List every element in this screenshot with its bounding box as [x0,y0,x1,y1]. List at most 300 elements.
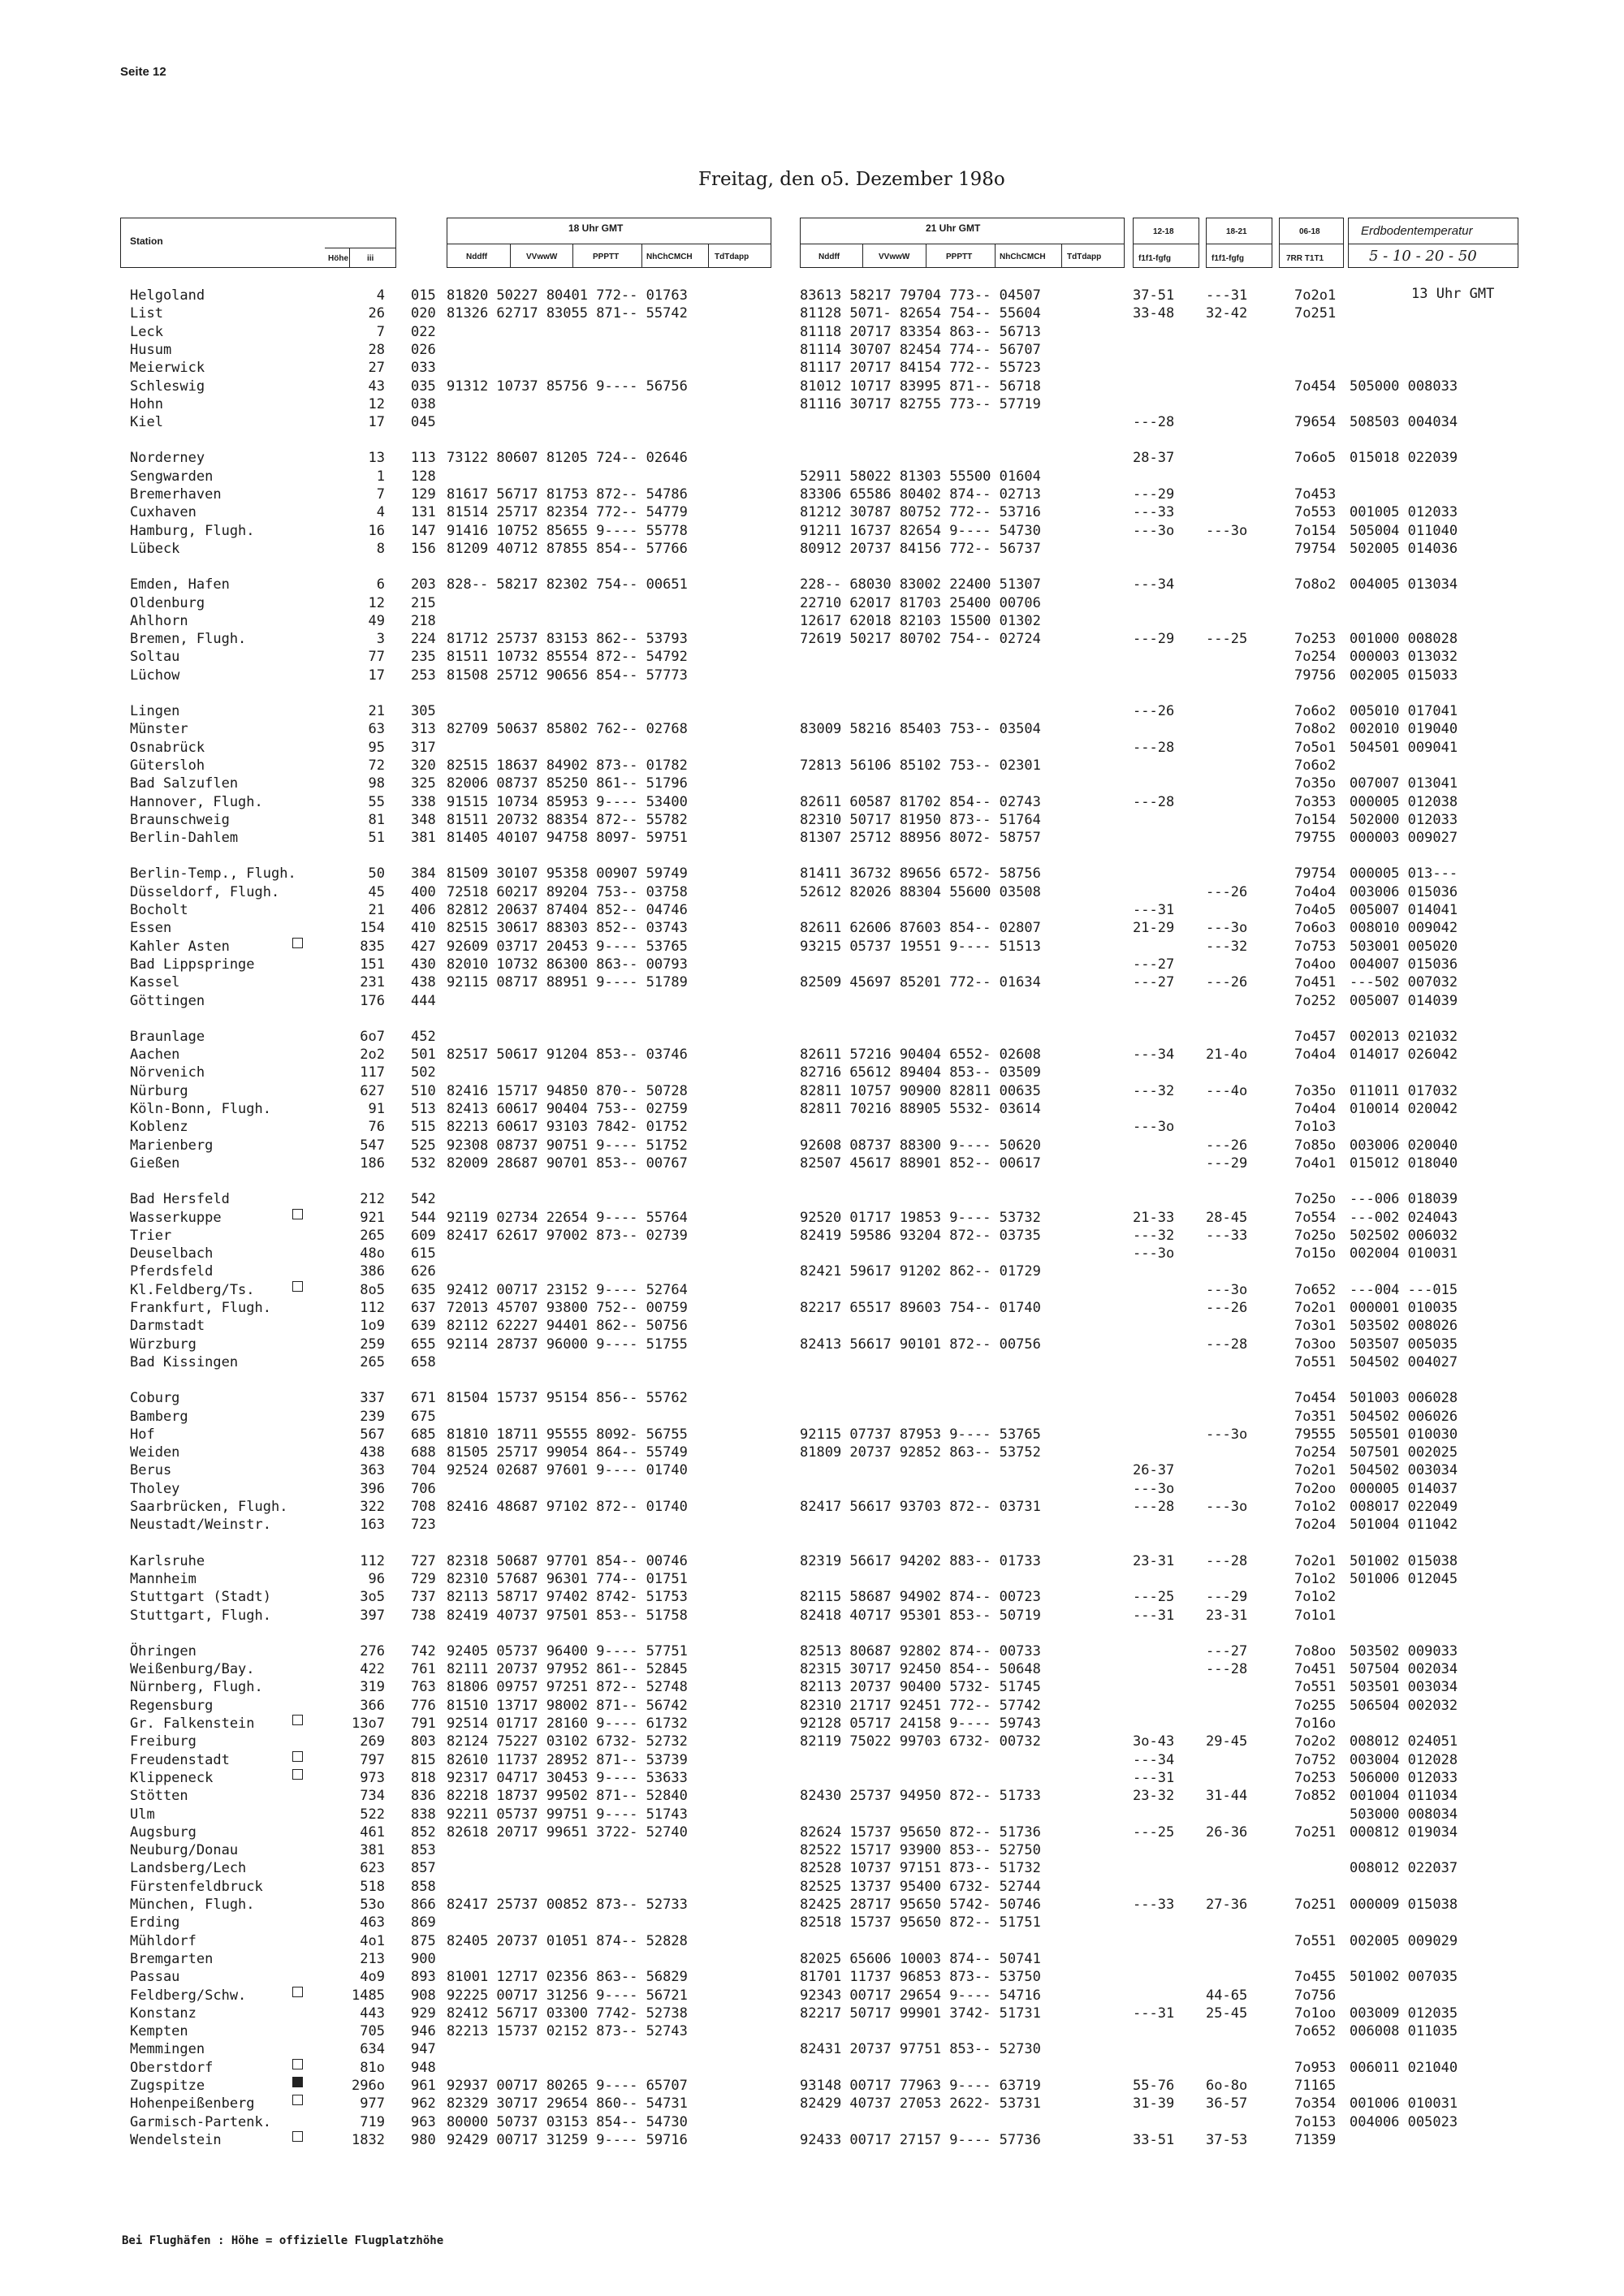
cell-r21: 82113 20737 90400 5732- 51745 [800,1679,1041,1696]
cell-n: Hohn [130,395,163,412]
cell-e: 504501 009041 [1350,739,1458,756]
cell-a: 1o9 [360,1318,385,1335]
cell-e: 502005 014036 [1350,540,1458,557]
cell-a: 623 [360,1860,385,1877]
cell-n: Bad Salzuflen [130,775,239,792]
cell-r6: 7o2oo [1294,1480,1337,1497]
cell-n: Wasserkuppe [130,1209,222,1226]
table-row [0,2040,1624,2058]
table-row [0,1678,1624,1696]
table-row [0,793,1624,811]
cell-a: 719 [360,2113,385,2130]
square-icon [292,1715,303,1725]
cell-a: 977 [360,2095,385,2113]
cell-r6: 7o6o3 [1294,920,1337,937]
cell-p12: 26-37 [1133,1462,1175,1479]
cell-r18: 82010 10732 86300 863-- 00793 [447,956,688,973]
cell-r21: 82528 10737 97151 873-- 51732 [800,1860,1041,1877]
cell-a: 463 [360,1914,385,1931]
cell-e: 000009 015038 [1350,1897,1458,1913]
iii-header: iii [367,254,374,263]
cell-p18: 6o-8o [1206,2078,1248,2094]
cell-r6: 7o1o3 [1294,1119,1337,1136]
cell-a: 151 [360,956,385,973]
cell-a: 12 [368,594,385,611]
cell-a: 8 [376,540,385,557]
cell-i: 708 [411,1499,436,1515]
cell-r21: 83306 65586 80402 874-- 02713 [800,486,1041,503]
header-divider [862,244,863,268]
cell-e: 502502 006032 [1350,1227,1458,1244]
cell-n: Kempten [130,2023,188,2040]
cell-i: 639 [411,1318,436,1335]
cell-a: 163 [360,1517,385,1534]
cell-r21: 82624 15737 95650 872-- 51736 [800,1823,1041,1841]
cell-r21: 82425 28717 95650 5742- 50746 [800,1897,1041,1913]
p12-18-title: 12-18 [1153,227,1174,236]
cell-a: 259 [360,1336,385,1353]
cell-e: 002005 015033 [1350,667,1458,684]
cell-a: 634 [360,2041,385,2058]
report-date: Freitag, den o5. Dezember 198o [698,169,1005,190]
cell-p12: ---32 [1133,1227,1175,1244]
cell-r6: 7o6o2 [1294,703,1337,719]
cell-r6: 7o35o [1294,775,1337,792]
p18-21-sub: f1f1-fgfg [1212,254,1244,263]
cell-r18: 82610 11737 28952 871-- 53739 [447,1751,688,1768]
cell-r21: 83613 58217 79704 773-- 04507 [800,287,1041,304]
cell-r18: 81810 18711 95555 8092- 56755 [447,1426,688,1443]
cell-n: List [130,305,163,322]
cell-i: 305 [411,703,436,719]
cell-r18: 82515 18637 84902 873-- 01782 [447,757,688,774]
table-row [0,1751,1624,1769]
cell-p12: ---27 [1133,956,1175,973]
cell-e: 000812 019034 [1350,1823,1458,1841]
cell-r6: 7o652 [1294,2023,1337,2040]
cell-p12: ---25 [1133,1589,1175,1606]
cell-i: 384 [411,865,436,883]
table-row [0,992,1624,1010]
cell-r21: 82611 57216 90404 6552- 02608 [800,1047,1041,1064]
cell-n: Freudenstadt [130,1751,230,1768]
cell-p18: ---3o [1206,920,1248,937]
cell-r6: 7o351 [1294,1408,1337,1425]
table-row [0,667,1624,684]
cell-e: 000003 013032 [1350,649,1458,666]
cell-n: Bamberg [130,1408,188,1425]
cell-i: 723 [411,1517,436,1534]
cell-r21: 82513 80687 92802 874-- 00733 [800,1642,1041,1659]
cell-n: Feldberg/Schw. [130,1987,247,2004]
cell-p18: ---26 [1206,1137,1248,1154]
cell-i: 348 [411,811,436,828]
cell-a: 45 [368,883,385,900]
nddff21-header: Nddff [818,252,840,261]
cell-i: 857 [411,1860,436,1877]
cell-i: 858 [411,1878,436,1895]
cell-e: 000003 009027 [1350,830,1458,847]
cell-r6: 7o756 [1294,1987,1337,2004]
cell-r6: 7o254 [1294,1444,1337,1461]
cell-n: Coburg [130,1390,180,1407]
cell-r6: 7o255 [1294,1697,1337,1714]
cell-i: 946 [411,2023,436,2040]
cell-i: 156 [411,540,436,557]
cell-r6: 7o551 [1294,1932,1337,1949]
vwwww-header: VVwwW [526,252,558,261]
cell-r21: 93215 05737 19551 9---- 51513 [800,938,1041,955]
cell-n: Hamburg, Flugh. [130,522,255,539]
cell-r6: 7o3o1 [1294,1318,1337,1335]
table-row [0,1516,1624,1534]
cell-n: Garmisch-Partenk. [130,2113,271,2130]
cell-i: 893 [411,1969,436,1986]
table-row [0,1389,1624,1407]
cell-p18: 23-31 [1206,1607,1248,1624]
cell-p18: 28-45 [1206,1209,1248,1226]
cell-p18: ---33 [1206,1227,1248,1244]
cell-p18: 25-45 [1206,2005,1248,2022]
table-row [0,359,1624,377]
cell-r18: 81508 25712 90656 854-- 57773 [447,667,688,684]
cell-i: 852 [411,1823,436,1841]
cell-e: 506000 012033 [1350,1769,1458,1786]
table-row [0,1859,1624,1877]
cell-p12: 28-37 [1133,450,1175,467]
cell-i: 738 [411,1607,436,1624]
cell-i: 761 [411,1661,436,1678]
table-row [0,1408,1624,1426]
hoehe-header: Höhe [328,254,348,263]
cell-p12: ---27 [1133,974,1175,991]
depths-label: 5 - 10 - 20 - 50 [1369,248,1477,265]
cell-r21: 82507 45617 88901 852-- 00617 [800,1154,1041,1172]
cell-p12: 33-48 [1133,305,1175,322]
cell-i: 962 [411,2095,436,2113]
cell-n: Kiel [130,414,163,431]
cell-n: Deuselbach [130,1245,214,1262]
cell-r6: 7o1oo [1294,2005,1337,2022]
table-row [0,1787,1624,1805]
cell-i: 452 [411,1028,436,1045]
cell-p18: ---26 [1206,974,1248,991]
cell-i: 869 [411,1914,436,1931]
square-icon [292,2131,303,2142]
cell-r21: 82811 70216 88905 5532- 03614 [800,1101,1041,1117]
cell-r18: 81509 30107 95358 00907 59749 [447,865,688,883]
cell-p18: 37-53 [1206,2131,1248,2148]
cell-i: 381 [411,830,436,847]
cell-i: 038 [411,395,436,412]
cell-n: Nürburg [130,1082,188,1099]
cell-r21: 82025 65606 10003 874-- 50741 [800,1950,1041,1967]
cell-i: 525 [411,1137,436,1154]
station-header-label: Station [130,235,163,247]
cell-r6: 7o453 [1294,486,1337,503]
cell-n: Essen [130,920,172,937]
cell-r18: 92114 28737 96000 9---- 51755 [447,1336,688,1353]
cell-r21: 80912 20737 84156 772-- 56737 [800,540,1041,557]
cell-p12: ---34 [1133,1751,1175,1768]
cell-i: 704 [411,1462,436,1479]
cell-i: 020 [411,305,436,322]
cell-r18: 82111 20737 97952 861-- 52845 [447,1661,688,1678]
cell-r21: 82419 59586 93204 872-- 03735 [800,1227,1041,1244]
cell-r21: 82217 65517 89603 754-- 01740 [800,1300,1041,1316]
cell-r18: 82812 20637 87404 852-- 04746 [447,902,688,918]
cell-r6: 7o154 [1294,522,1337,539]
cell-a: 567 [360,1426,385,1443]
table-row [0,1896,1624,1914]
cell-i: 908 [411,1987,436,2004]
cell-p12: 55-76 [1133,2078,1175,2094]
table-row [0,1209,1624,1227]
table-row [0,1715,1624,1733]
cell-r6: 7o455 [1294,1969,1337,1986]
cell-r18: 80000 50737 03153 854-- 54730 [447,2113,688,2130]
square-icon [292,1281,303,1292]
cell-a: 96 [368,1570,385,1587]
cell-r6: 7o8oo [1294,1642,1337,1659]
cell-r21: 81118 20717 83354 863-- 56713 [800,323,1041,340]
cell-p18: ---28 [1206,1552,1248,1569]
cell-p18: ---26 [1206,883,1248,900]
cell-r21: 82418 40717 95301 853-- 50719 [800,1607,1041,1624]
cell-n: Gr. Falkenstein [130,1716,255,1732]
cell-i: 427 [411,938,436,955]
cell-r6: 79754 [1294,865,1337,883]
cell-i: 776 [411,1697,436,1714]
cell-r18: 82405 20737 01051 874-- 52828 [447,1932,688,1949]
cell-i: 218 [411,612,436,629]
cell-r21: 81116 30717 82755 773-- 57719 [800,395,1041,412]
cell-p12: ---26 [1133,703,1175,719]
cell-n: Bad Lippspringe [130,956,255,973]
cell-r21: 81809 20737 92852 863-- 53752 [800,1444,1041,1461]
cell-i: 948 [411,2059,436,2076]
table-row [0,1046,1624,1064]
cell-a: 265 [360,1227,385,1244]
cell-n: Stuttgart, Flugh. [130,1607,271,1624]
cell-r6: 7o1o2 [1294,1499,1337,1515]
cell-a: 81 [368,811,385,828]
cell-a: 319 [360,1679,385,1696]
cell-e: 007007 013041 [1350,775,1458,792]
cell-e: 501004 011042 [1350,1517,1458,1534]
cell-i: 626 [411,1263,436,1280]
cell-i: 045 [411,414,436,431]
cell-r21: 82115 58687 94902 874-- 00723 [800,1589,1041,1606]
cell-i: 737 [411,1589,436,1606]
cell-n: Freiburg [130,1733,197,1750]
table-row [0,1660,1624,1678]
cell-a: 396 [360,1480,385,1497]
cell-i: 400 [411,883,436,900]
cell-e: 006011 021040 [1350,2059,1458,2076]
table-row [0,1733,1624,1750]
cell-r18: 82009 28687 90701 853-- 00767 [447,1154,688,1172]
cell-e: 000005 012038 [1350,793,1458,810]
cell-n: Saarbrücken, Flugh. [130,1499,288,1515]
table-row [0,2095,1624,2113]
cell-a: 4o1 [360,1932,385,1949]
cell-r6: 7o454 [1294,1390,1337,1407]
cell-e: 008010 009042 [1350,920,1458,937]
table-row [0,1841,1624,1859]
cell-a: 522 [360,1806,385,1823]
cell-r6: 7o2o1 [1294,1300,1337,1316]
cell-e: 004007 015036 [1350,956,1458,973]
cell-n: Frankfurt, Flugh. [130,1300,271,1316]
square-icon [292,1769,303,1780]
cell-n: Nürnberg, Flugh. [130,1679,263,1696]
cell-i: 838 [411,1806,436,1823]
cell-r18: 82006 08737 85250 861-- 51796 [447,775,688,792]
cell-n: Landsberg/Lech [130,1860,247,1877]
cell-p12: ---34 [1133,1047,1175,1064]
cell-i: 532 [411,1154,436,1172]
cell-r6: 79654 [1294,414,1337,431]
table-row [0,919,1624,937]
cell-n: Stuttgart (Stadt) [130,1589,271,1606]
cell-r6: 7o4o1 [1294,1154,1337,1172]
cell-n: Hof [130,1426,155,1443]
cell-n: Neuburg/Donau [130,1842,239,1859]
cell-n: Lübeck [130,540,180,557]
cell-r18: 92405 05737 96400 9---- 57751 [447,1642,688,1659]
cell-i: 791 [411,1716,436,1732]
table-row [0,468,1624,486]
cell-r21: 82611 60587 81702 854-- 02743 [800,793,1041,810]
cell-e: 501002 015038 [1350,1552,1458,1569]
cell-a: 1832 [352,2131,385,2148]
cell-a: 213 [360,1950,385,1967]
cell-p12: 23-31 [1133,1552,1175,1569]
cell-e: 505501 010030 [1350,1426,1458,1443]
cell-r21: 52911 58022 81303 55500 01604 [800,468,1041,485]
table-row [0,720,1624,738]
cell-p12: 21-33 [1133,1209,1175,1226]
cell-e: 501003 006028 [1350,1390,1458,1407]
cell-i: 510 [411,1082,436,1099]
cell-n: Göttingen [130,992,205,1009]
table-row [0,1118,1624,1136]
cell-n: Schleswig [130,378,205,395]
cell-n: Neustadt/Weinstr. [130,1517,271,1534]
table-row [0,1570,1624,1588]
cell-r21: 82716 65612 89404 853-- 03509 [800,1064,1041,1081]
cell-r21: 82310 50717 81950 873-- 51764 [800,811,1041,828]
cell-e: 005007 014041 [1350,902,1458,918]
table-row [0,594,1624,612]
table-row [0,1480,1624,1498]
cell-a: 117 [360,1064,385,1081]
table-row [0,2077,1624,2095]
square-icon [292,1751,303,1762]
gmt21-title: 21 Uhr GMT [926,222,981,234]
cell-i: 438 [411,974,436,991]
cell-e: 002010 019040 [1350,721,1458,738]
cell-a: 386 [360,1263,385,1280]
cell-i: 253 [411,667,436,684]
vwwww21-header: VVwwW [879,252,910,261]
cell-p18: 36-57 [1206,2095,1248,2113]
cell-e: 503507 005035 [1350,1336,1458,1353]
cell-i: 317 [411,739,436,756]
cell-r6: 7o852 [1294,1788,1337,1805]
cell-r18: 81405 40107 94758 8097- 59751 [447,830,688,847]
cell-e: 503502 008026 [1350,1318,1458,1335]
cell-i: 203 [411,576,436,593]
cell-r6: 7o4o4 [1294,1047,1337,1064]
cell-i: 637 [411,1300,436,1316]
cell-r18: 92225 00717 31256 9---- 56721 [447,1987,688,2004]
table-row [0,287,1624,304]
cell-e: 501002 007035 [1350,1969,1458,1986]
table-row [0,1950,1624,1968]
cell-a: 48o [360,1245,385,1262]
cell-p12: ---31 [1133,2005,1175,2022]
cell-r18: 82416 15717 94850 870-- 50728 [447,1082,688,1099]
cell-n: Lingen [130,703,180,719]
cell-a: 438 [360,1444,385,1461]
cell-a: 4 [376,287,385,304]
cell-e: ---002 024043 [1350,1209,1458,1226]
cell-n: Öhringen [130,1642,197,1659]
gmt18-title: 18 Uhr GMT [568,222,624,234]
cell-a: 55 [368,793,385,810]
cell-p18: ---4o [1206,1082,1248,1099]
cell-r6: 7o1o1 [1294,1607,1337,1624]
cell-p12: ---3o [1133,522,1175,539]
cell-p18: 21-4o [1206,1047,1248,1064]
cell-e: 503000 008034 [1350,1806,1458,1823]
p18-21-title: 18-21 [1226,227,1247,236]
cell-r21: 82429 40737 27053 2622- 53731 [800,2095,1041,2113]
cell-a: 4o9 [360,1969,385,1986]
cell-p18: 26-36 [1206,1823,1248,1841]
cell-n: Soltau [130,649,180,666]
cell-a: 363 [360,1462,385,1479]
table-row [0,449,1624,467]
cell-r6: 7o6o2 [1294,757,1337,774]
table-row [0,1064,1624,1081]
cell-n: Stötten [130,1788,188,1805]
cell-r6: 7o251 [1294,305,1337,322]
table-row [0,1336,1624,1353]
cell-e: 504502 004027 [1350,1353,1458,1370]
cell-n: Kassel [130,974,180,991]
cell-r18: 82417 25737 00852 873-- 52733 [447,1897,688,1913]
cell-r6: 7o5o1 [1294,739,1337,756]
table-row [0,1137,1624,1154]
cell-p12: 31-39 [1133,2095,1175,2113]
cell-a: 26 [368,305,385,322]
cell-r6: 7o454 [1294,378,1337,395]
cell-n: Pferdsfeld [130,1263,214,1280]
cell-a: 627 [360,1082,385,1099]
table-row [0,1281,1624,1299]
cell-a: 239 [360,1408,385,1425]
table-row [0,1100,1624,1118]
page-label: Seite 12 [120,65,166,79]
cell-i: 406 [411,902,436,918]
cell-n: Bocholt [130,902,188,918]
cell-r6: 7o2o2 [1294,1733,1337,1750]
cell-i: 131 [411,504,436,521]
cell-n: Bremen, Flugh. [130,631,247,648]
